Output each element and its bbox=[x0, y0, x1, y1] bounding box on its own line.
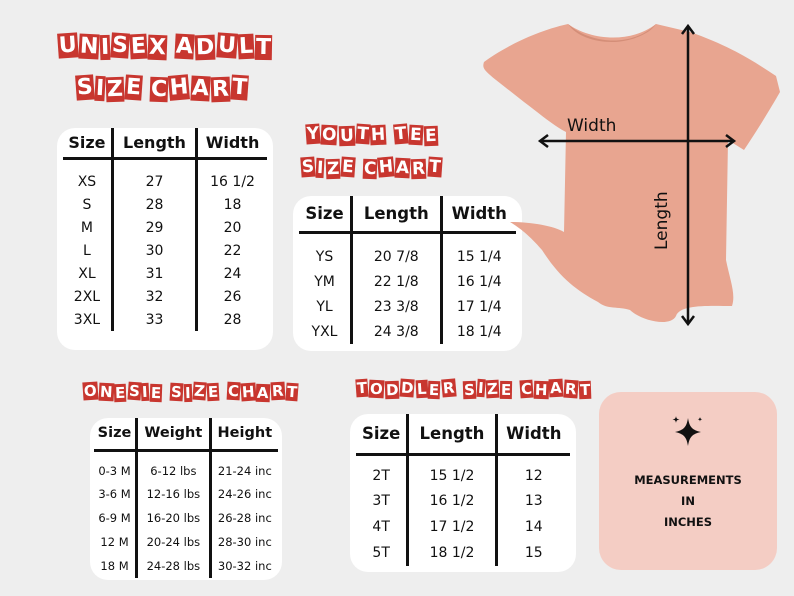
unisex-header-row bbox=[63, 128, 267, 158]
youth-header-width: Width bbox=[441, 196, 516, 232]
unisex-title-line1-letter: D bbox=[195, 34, 216, 61]
onesie-cell-height: 28-30 inc bbox=[210, 530, 278, 554]
youth-cell-width: 16 1/4 bbox=[441, 269, 516, 294]
toddler-title-letter: D bbox=[385, 380, 399, 400]
onesie-title-letter: A bbox=[257, 383, 270, 403]
unisex-title-line1-letter: T bbox=[255, 34, 271, 61]
toddler-header-width: Width bbox=[496, 414, 570, 454]
toddler-cell-size: 5T bbox=[372, 545, 390, 561]
unisex-title-line1-letter: A bbox=[175, 33, 195, 60]
onesie-cell-height: 26-28 inc bbox=[210, 506, 278, 530]
toddler-title-letter: O bbox=[369, 379, 384, 399]
onesie-title-letter: S bbox=[170, 382, 183, 402]
unisex-cell-size: 3XL bbox=[73, 311, 101, 328]
youth-cell-length: 22 1/8 bbox=[352, 269, 442, 294]
onesie-header-weight: Weight bbox=[137, 418, 211, 450]
onesie-title-letter: O bbox=[83, 381, 98, 401]
toddler-title-letter: T bbox=[579, 380, 591, 400]
table-row bbox=[63, 216, 267, 239]
toddler-title-letter: R bbox=[441, 378, 455, 398]
unisex-title-line2-letter: C bbox=[150, 76, 168, 103]
youth-title-line1-letter: U bbox=[339, 125, 354, 147]
table-row bbox=[356, 454, 570, 488]
table-row bbox=[63, 262, 267, 285]
youth-title-line2-letter: H bbox=[378, 156, 395, 178]
unisex-title-line2-letter bbox=[143, 76, 149, 101]
youth-title-line1-letter: T bbox=[355, 123, 369, 145]
onesie-size-table bbox=[90, 418, 282, 580]
youth-title-line2-letter: R bbox=[412, 158, 426, 180]
toddler-header-size: Size bbox=[356, 414, 408, 454]
toddler-header-length: Length bbox=[408, 414, 496, 454]
toddler-cell-width: 13 bbox=[496, 488, 570, 514]
toddler-cell-size: 4T bbox=[372, 519, 390, 535]
toddler-cell-length: 17 1/2 bbox=[408, 514, 496, 540]
toddler-title-letter: C bbox=[520, 379, 533, 399]
table-row bbox=[356, 488, 570, 514]
unisex-header-length: Length bbox=[112, 128, 196, 158]
table-row bbox=[63, 308, 267, 331]
width-label: Width bbox=[567, 116, 617, 136]
youth-title-line2-letter: A bbox=[395, 157, 410, 179]
youth-cell-size: YM bbox=[314, 273, 335, 290]
toddler-title-letter: S bbox=[464, 380, 476, 400]
onesie-cell-size: 18 M bbox=[100, 559, 129, 573]
onesie-title-letter: S bbox=[128, 381, 141, 401]
onesie-title-letter: H bbox=[241, 382, 255, 402]
toddler-title-letter: E bbox=[500, 380, 511, 400]
unisex-cell-length: 33 bbox=[112, 308, 196, 331]
onesie-title-letter bbox=[163, 383, 169, 401]
youth-title-line1-letter: E bbox=[424, 125, 437, 147]
unisex-title-line1-letter: X bbox=[148, 34, 167, 61]
onesie-header-row bbox=[94, 418, 278, 450]
table-row bbox=[94, 530, 278, 554]
toddler-title bbox=[356, 380, 591, 398]
unisex-cell-width: 16 1/2 bbox=[197, 158, 267, 193]
toddler-cell-length: 18 1/2 bbox=[408, 540, 496, 566]
onesie-title-letter: Z bbox=[193, 381, 206, 401]
toddler-cell-size: 3T bbox=[372, 493, 390, 509]
onesie-header-height: Height bbox=[210, 418, 278, 450]
toddler-title-letter: T bbox=[356, 378, 368, 398]
youth-title-line2-letter: C bbox=[363, 158, 377, 180]
toddler-title-letter: L bbox=[416, 379, 427, 399]
youth-title-line1 bbox=[306, 125, 437, 145]
youth-cell-width: 17 1/4 bbox=[441, 294, 516, 319]
table-row bbox=[63, 285, 267, 308]
youth-cell-size: YS bbox=[315, 249, 334, 266]
youth-cell-size: YXL bbox=[311, 323, 338, 340]
youth-cell-width: 15 1/4 bbox=[441, 232, 516, 269]
youth-title-line1-letter: Y bbox=[306, 123, 320, 145]
youth-title-line2-letter: E bbox=[341, 156, 355, 178]
note-line3: INCHES bbox=[663, 515, 713, 529]
unisex-cell-width: 28 bbox=[197, 308, 267, 331]
unisex-cell-length: 31 bbox=[112, 262, 196, 285]
toddler-cell-width: 12 bbox=[496, 454, 570, 488]
onesie-title-letter: E bbox=[150, 383, 162, 403]
toddler-cell-length: 15 1/2 bbox=[408, 454, 496, 488]
table-row bbox=[94, 450, 278, 482]
toddler-title-letter: R bbox=[564, 379, 578, 399]
table-row bbox=[94, 506, 278, 530]
toddler-header-row bbox=[356, 414, 570, 454]
onesie-cell-size: 0-3 M bbox=[98, 463, 131, 478]
unisex-title-line2-letter: S bbox=[76, 74, 94, 101]
unisex-title-line1-letter: U bbox=[216, 32, 237, 59]
unisex-title-line2-letter: R bbox=[211, 76, 230, 103]
unisex-title-line2-letter: E bbox=[125, 74, 142, 101]
toddler-title-letter: Z bbox=[486, 379, 499, 399]
unisex-cell-width: 24 bbox=[197, 262, 267, 285]
youth-title-line2-letter: T bbox=[427, 156, 441, 178]
table-row bbox=[63, 193, 267, 216]
onesie-cell-weight: 16-20 lbs bbox=[137, 506, 211, 530]
unisex-cell-width: 26 bbox=[197, 285, 267, 308]
table-row bbox=[356, 540, 570, 566]
unisex-cell-length: 28 bbox=[112, 193, 196, 216]
onesie-title-letter: E bbox=[115, 383, 126, 403]
onesie-cell-weight: 24-28 lbs bbox=[137, 554, 211, 578]
youth-cell-length: 24 3/8 bbox=[352, 319, 442, 344]
onesie-title bbox=[83, 383, 298, 401]
unisex-title-line1-letter bbox=[168, 34, 174, 59]
toddler-cell-size: 2T bbox=[372, 467, 390, 484]
unisex-header-width: Width bbox=[197, 128, 267, 158]
toddler-cell-width: 14 bbox=[496, 514, 570, 540]
table-row bbox=[94, 554, 278, 578]
onesie-title-letter: T bbox=[285, 382, 298, 402]
toddler-cell-width: 15 bbox=[496, 540, 570, 566]
toddler-title-letter: E bbox=[429, 380, 440, 400]
onesie-cell-height: 30-32 inc bbox=[210, 554, 278, 578]
onesie-cell-height: 24-26 inc bbox=[210, 482, 278, 506]
tshirt-diagram bbox=[480, 10, 780, 330]
unisex-title-line1-letter: I bbox=[100, 34, 110, 61]
unisex-title-line1-letter: S bbox=[111, 32, 130, 59]
unisex-title-line2-letter: Z bbox=[106, 76, 124, 103]
table-row bbox=[94, 482, 278, 506]
unisex-title-line2-letter: A bbox=[190, 75, 210, 102]
youth-title-line1-letter: H bbox=[370, 124, 386, 146]
youth-title-line1-letter: E bbox=[409, 124, 423, 146]
youth-cell-length: 20 7/8 bbox=[352, 232, 442, 269]
toddler-title-letter bbox=[513, 380, 519, 398]
onesie-title-letter: N bbox=[99, 382, 113, 402]
unisex-cell-length: 27 bbox=[112, 158, 196, 193]
youth-title-line2-letter: S bbox=[301, 156, 315, 178]
unisex-title-line1 bbox=[58, 34, 272, 59]
unisex-header-size: Size bbox=[63, 128, 112, 158]
youth-cell-width: 18 1/4 bbox=[441, 319, 516, 344]
unisex-cell-size: XS bbox=[77, 174, 97, 191]
youth-title-line2-letter: I bbox=[316, 157, 325, 179]
onesie-title-letter: I bbox=[141, 382, 149, 402]
unisex-cell-size: M bbox=[80, 219, 93, 236]
sparkle-icon bbox=[668, 412, 708, 452]
onesie-cell-height: 21-24 inc bbox=[210, 450, 278, 482]
unisex-cell-length: 29 bbox=[112, 216, 196, 239]
tshirt-body bbox=[483, 24, 780, 322]
onesie-title-letter: I bbox=[184, 383, 191, 403]
unisex-cell-size: L bbox=[83, 242, 91, 259]
unisex-cell-width: 20 bbox=[197, 216, 267, 239]
onesie-cell-size: 3-6 M bbox=[98, 487, 131, 501]
unisex-title-line2-letter: T bbox=[230, 74, 248, 101]
onesie-title-letter bbox=[220, 383, 226, 401]
unisex-size-table bbox=[57, 128, 273, 350]
onesie-cell-weight: 12-16 lbs bbox=[137, 482, 211, 506]
youth-title-line2-letter: Z bbox=[326, 158, 340, 180]
unisex-cell-size: S bbox=[82, 196, 92, 213]
onesie-cell-size: 12 M bbox=[100, 535, 129, 549]
unisex-cell-width: 22 bbox=[197, 239, 267, 262]
unisex-title-line1-letter: E bbox=[130, 33, 148, 60]
toddler-title-letter bbox=[456, 380, 462, 398]
toddler-cell-length: 16 1/2 bbox=[408, 488, 496, 514]
youth-cell-size: YL bbox=[316, 298, 333, 315]
unisex-cell-width: 18 bbox=[197, 193, 267, 216]
unisex-cell-length: 30 bbox=[112, 239, 196, 262]
length-label: Length bbox=[652, 191, 672, 250]
unisex-title-line1-letter: L bbox=[237, 33, 254, 60]
toddler-title-letter: H bbox=[534, 380, 548, 400]
youth-header-length: Length bbox=[352, 196, 442, 232]
onesie-header-size: Size bbox=[94, 418, 137, 450]
onesie-cell-weight: 20-24 lbs bbox=[137, 530, 211, 554]
table-row bbox=[63, 239, 267, 262]
onesie-title-letter: E bbox=[207, 382, 219, 402]
youth-title-line2-letter bbox=[356, 158, 362, 178]
youth-cell-length: 23 3/8 bbox=[352, 294, 442, 319]
note-line1: MEASUREMENTS bbox=[634, 473, 742, 487]
table-row bbox=[356, 514, 570, 540]
youth-title-line1-letter: T bbox=[394, 123, 408, 145]
unisex-title-line1-letter: U bbox=[58, 32, 78, 59]
table-row bbox=[63, 158, 267, 193]
onesie-title-letter: C bbox=[227, 381, 240, 401]
unisex-cell-length: 32 bbox=[112, 285, 196, 308]
toddler-size-table bbox=[350, 414, 576, 572]
unisex-cell-size: 2XL bbox=[73, 288, 101, 305]
measurements-note bbox=[599, 392, 777, 570]
onesie-cell-size: 6-9 M bbox=[98, 511, 131, 525]
youth-header-size: Size bbox=[299, 196, 352, 232]
note-line2: IN bbox=[681, 494, 695, 508]
youth-title-line1-letter: O bbox=[321, 124, 338, 146]
unisex-title-line2-letter: H bbox=[169, 74, 190, 101]
onesie-title-letter: R bbox=[271, 381, 284, 401]
onesie-cell-weight: 6-12 lbs bbox=[137, 450, 211, 482]
unisex-title-line2-letter: I bbox=[95, 75, 105, 102]
unisex-title-line1-letter: N bbox=[79, 33, 99, 60]
unisex-title-line2 bbox=[76, 76, 248, 101]
toddler-title-letter: D bbox=[400, 378, 415, 398]
unisex-cell-size: XL bbox=[78, 265, 96, 282]
toddler-title-letter: I bbox=[477, 378, 485, 398]
youth-title-line2 bbox=[301, 158, 441, 178]
toddler-title-letter: A bbox=[549, 378, 563, 398]
